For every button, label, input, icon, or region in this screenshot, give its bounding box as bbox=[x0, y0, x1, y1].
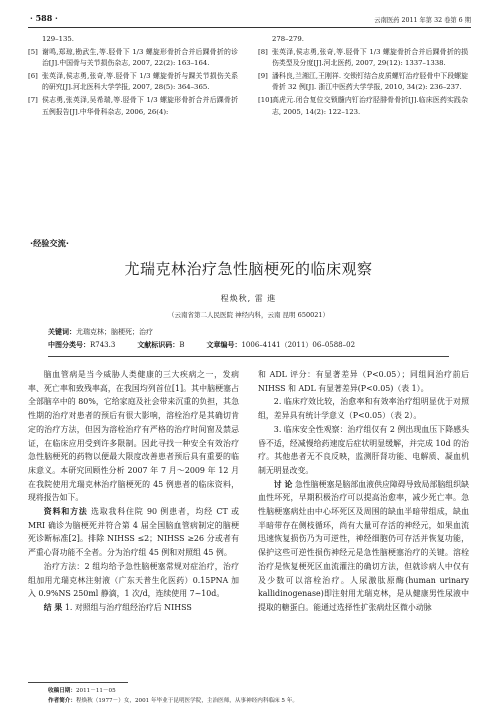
reference-number: [5] bbox=[28, 47, 38, 56]
reference-number: [10] bbox=[258, 95, 273, 104]
reference-text: 高虎元.闭合复位交锁髓内钉治疗胫腓骨骨折[J].临床医药实践杂志, 2005, 14(2): 122–123. bbox=[272, 95, 468, 116]
body-paragraph bbox=[28, 368, 239, 505]
author-label: 作者简介： bbox=[48, 698, 76, 704]
received-value: 2011－11－05 bbox=[75, 688, 116, 694]
reference-number: [7] bbox=[28, 95, 38, 104]
body-paragraph bbox=[258, 368, 469, 395]
author-value: 程焕秋（1977－）女，2001 年毕业于昆明医学院，主治医师，从事神经内科临床 5 年。 bbox=[75, 698, 298, 704]
footnote-rule bbox=[28, 682, 128, 683]
received-line bbox=[48, 686, 298, 696]
reference-text: 谢鸣,郑琼,勘武生,等.胫骨下 1/3 螺旋形骨折合并后踝骨折的诊治[J].中国骨与关节损伤杂志, 2007, 22(2): 163–164. bbox=[42, 47, 238, 68]
section-tag: ·经验交流· bbox=[30, 238, 69, 248]
article-affiliation: （云南省第二人民医院 神经内科，云南 昆明 650021） bbox=[167, 311, 329, 319]
paragraph-text: 3. 临床安全性观察：治疗组仅有 2 例出现血压下降感头昏不适，经减慢给药速度后症状明显缓解，并完成 10d 的治疗。其他患者无不良反映，监测肝肾功能、电解质、凝血机制无明显改变。 bbox=[258, 424, 469, 475]
body-paragraph bbox=[258, 478, 469, 615]
header-rule bbox=[28, 27, 471, 28]
doc-code bbox=[137, 340, 184, 350]
paragraph-text: 治疗方法：2 组均给予急性脑梗塞常规对症治疗，治疗组加用尤瑞克林注射液（广东天普生化医药）0.15PNA 加入 0.9%NS 250ml 静滴，1 次/d，连续使用 7~10d。 bbox=[28, 561, 239, 599]
doc-code-value: B bbox=[179, 341, 185, 349]
body-paragraph bbox=[28, 560, 239, 601]
paragraph-heading: 讨 论 bbox=[273, 479, 293, 489]
reference-text: 张英泽,侯志勇,张奇,等.胫骨下 1/3 螺旋骨折与踝关节损伤关系的研究[J].河北医科大学学报, 2007, 28(5): 364–365. bbox=[42, 71, 238, 92]
reference-text: 278–279. bbox=[272, 35, 304, 43]
article-authors: 程焕秋, 雷 進 bbox=[220, 294, 277, 303]
doc-code-label: 文献标识码： bbox=[137, 341, 180, 349]
clc-value: R743.3 bbox=[90, 341, 116, 349]
reference-item bbox=[28, 71, 238, 94]
reference-item bbox=[258, 47, 468, 70]
body-column-left bbox=[28, 368, 239, 615]
reference-item bbox=[258, 71, 468, 94]
references-left bbox=[28, 34, 238, 119]
paragraph-text: 和 ADL 评分：有显著差异（P<0.05）；同组间治疗前后 NIHSS 和 ADL 有显著差异(P<0.05)（表 1）。 bbox=[258, 370, 469, 393]
clc bbox=[48, 340, 115, 350]
article-id-value: 1006–4141（2011）06–0588–02 bbox=[241, 341, 356, 349]
paragraph-heading: 结 果 bbox=[43, 602, 63, 612]
keywords bbox=[48, 327, 153, 337]
body-column-right bbox=[258, 368, 469, 615]
journal-info: 云南医药 2011 年第 32 卷第 6 期 bbox=[374, 17, 471, 24]
paragraph-text: 脑血管病是当今威胁人类健康的三大疾病之一，发病率、死亡率和致残率高，在我国均列首位[1]。其中脑梗塞占全部脑卒中的 80%，它给家庭及社会带来沉重的负担，其急性期的治疗对患者的预后有很大影响，溶栓治疗是其确切肯定的治疗方法，但因为溶栓治疗有严格的治疗时间窗及禁忌证，在临床应用受到许多限制。因此寻找一种安全有效治疗急性脑梗死的药物以便最大限度改善患者预后具有重要的临床意义。本研究回顾性分析 2007 年 7 月～2009 年 12 月在我院使用尤瑞克林治疗脑梗死的 45 例患者的临床资料，现将报告如下。 bbox=[28, 370, 239, 503]
paragraph-text: 急性脑梗塞是脑部血液供应障碍导致局部脑组织缺血性坏死，早期积极治疗可以提高治愈率，减少死亡率。急性脑梗塞病灶由中心坏死区及周围的缺血半暗带组成，缺血半暗带存在侧枝循环，尚有大量可存活的神经元，如果血流迅速恢复损伤乃为可逆性，神经细胞仍可存活并恢复功能，保护这些可逆性损伤神经元是急性脑梗塞治疗的关键。溶栓治疗是恢复梗死区血流灌注的确切方法，但就诊病人中仅有及少数可以溶栓治疗。人尿激肽原酶(human urinary kallidinogenase)即注射用尤瑞克林，是从健康男性尿液中提取的糖蛋白。能通过选择性扩张病灶区微小动脉 bbox=[258, 479, 470, 612]
body-paragraph bbox=[28, 505, 239, 560]
reference-number: [9] bbox=[258, 71, 268, 80]
article-id-label: 文章编号： bbox=[206, 341, 242, 349]
received-label: 收稿日期： bbox=[48, 688, 76, 694]
author-line bbox=[48, 696, 298, 706]
keywords-value: 尤瑞克林；脑梗死；治疗 bbox=[76, 328, 153, 336]
reference-text: 潘科良,兰湘江,王刚祥. 交锁钉结合皮质螺钉治疗胫骨中下段螺旋骨折 32 例[J]. 浙江中医药大学学报, 2010, 34(2): 236–237. bbox=[272, 71, 468, 92]
paragraph-text: 选取我科住院 90 例患者，均经 CT 或 MRI 确诊为脑梗死并符合第 4 届全国脑血管病制定的脑梗死诊断标准[2]。排除 NIHSS ≤2；NIHSS ≥26 分或者有严重心肾功能不全者。分为治疗组 45 例和对照组 45 例。 bbox=[28, 507, 239, 558]
reference-item bbox=[258, 95, 468, 118]
page-number: · 588 · bbox=[30, 13, 58, 23]
body-paragraph bbox=[258, 395, 469, 422]
clc-label: 中图分类号： bbox=[48, 341, 90, 349]
reference-item bbox=[28, 47, 238, 70]
reference-text: 侯志勇,张英泽,吴希瑞,等.胫骨下 1/3 螺旋形骨折合并后踝骨折五例报告[J].中华骨科杂志, 2006, 26(4): bbox=[42, 95, 238, 116]
reference-text: 129–135. bbox=[42, 35, 74, 43]
reference-item bbox=[258, 34, 468, 46]
footnote bbox=[48, 686, 298, 706]
reference-text: 张英泽,侯志勇,张奇,等.胫骨下 1/3 螺旋骨折合并后踝骨折的损伤类型及分度[J].河北医药, 2007, 29(12): 1337–1338. bbox=[272, 47, 468, 68]
paragraph-heading: 资料和方法 bbox=[43, 507, 88, 517]
article-title: 尤瑞克林治疗急性脑梗死的临床观察 bbox=[124, 260, 373, 278]
body-paragraph bbox=[28, 601, 239, 615]
paragraph-text: 1. 对照组与治疗组经治疗后 NIHSS bbox=[62, 602, 192, 612]
keywords-label: 关键词： bbox=[48, 328, 76, 336]
body-paragraph bbox=[258, 423, 469, 478]
reference-item bbox=[28, 34, 238, 46]
reference-number: [6] bbox=[28, 71, 38, 80]
meta-rule bbox=[48, 356, 449, 357]
article-id bbox=[206, 340, 355, 350]
reference-number: [8] bbox=[258, 47, 268, 56]
references-right bbox=[258, 34, 468, 119]
reference-item bbox=[28, 95, 238, 118]
article-meta bbox=[48, 340, 355, 350]
paragraph-text: 2. 临床疗效比较，治愈率和有效率治疗组明显优于对照组，差异具有统计学意义（P<0.05）（表 2）。 bbox=[258, 397, 469, 421]
